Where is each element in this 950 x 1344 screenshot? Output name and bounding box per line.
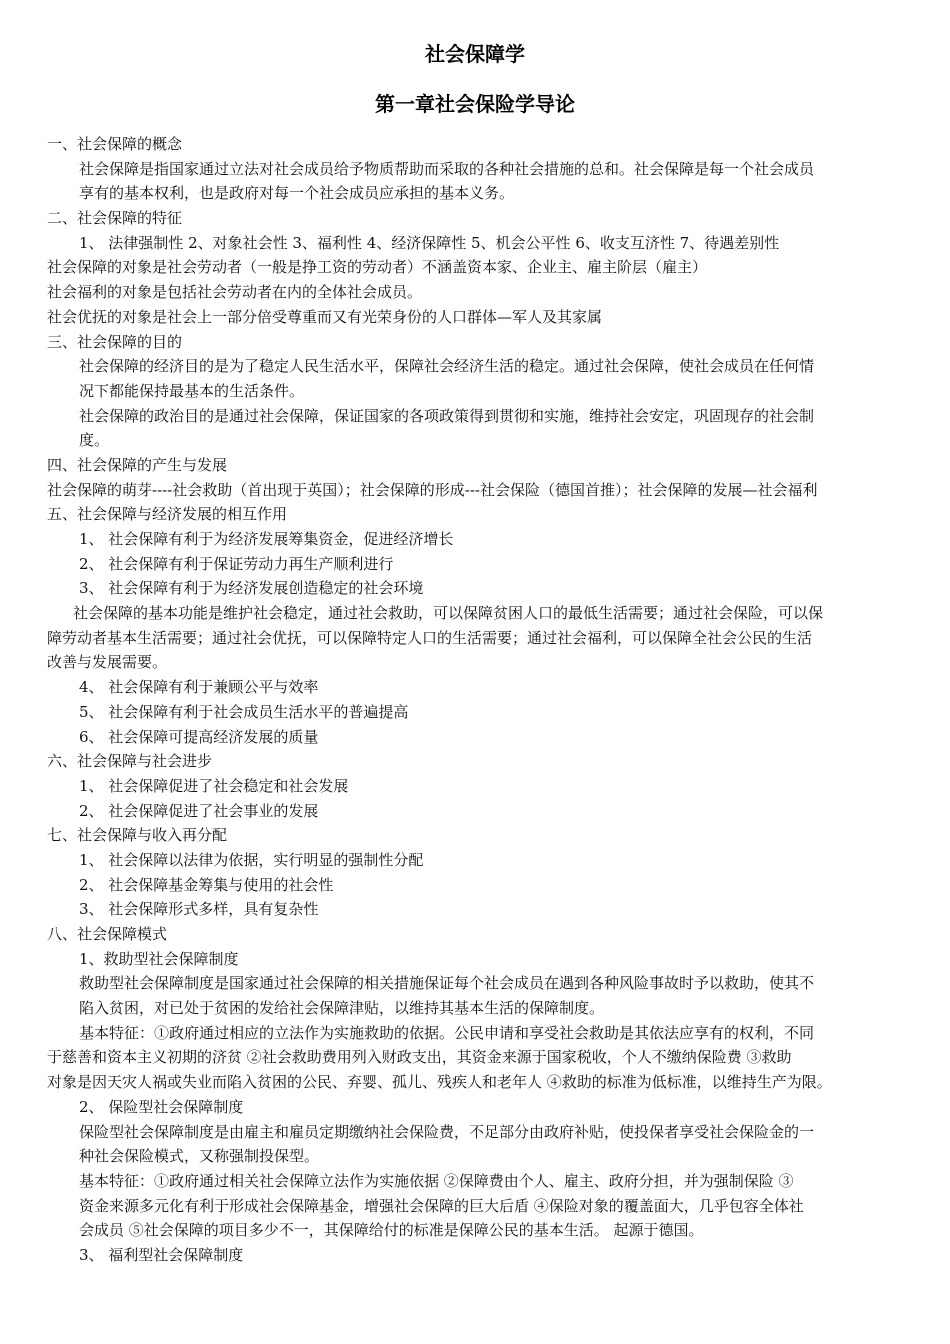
text-line: 一、社会保障的概念 <box>47 135 183 153</box>
text-line: 社会优抚的对象是社会上一部分倍受尊重而又有光荣身份的人口群体—军人及其家属 <box>47 307 603 326</box>
text-line: 况下都能保持最基本的生活条件。 <box>79 381 305 400</box>
text-line: 障劳动者基本生活需要；通过社会优抚，可以保障特定人口的生活需要；通过社会福利，可以保障全社会公民的生活 <box>47 628 813 647</box>
text-line: 1、救助型社会保障制度 <box>79 949 239 968</box>
text-line: 社会保障的经济目的是为了稳定人民生活水平，保障社会经济生活的稳定。通过社会保障，使社会成员在任何情 <box>79 357 815 376</box>
text-line: 二、社会保障的特征 <box>47 209 183 228</box>
text-line: 保险型社会保障制度是由雇主和雇员定期缴纳社会保险费，不足部分由政府补贴，使投保者享受社会保险金的一 <box>79 1122 815 1141</box>
text-line: 1、 社会保障以法律为依据，实行明显的强制性分配 <box>79 850 424 869</box>
text-line: 六、社会保障与社会进步 <box>47 752 213 771</box>
text-line: 种社会保险模式，又称强制投保型。 <box>79 1147 320 1166</box>
text-line: 基本特征：①政府通过相应的立法作为实施救助的依据。公民申请和享受社会救助是其依法应享有的权利，不同 <box>79 1023 815 1042</box>
text-line: 社会保障的政治目的是通过社会保障，保证国家的各项政策得到贯彻和实施，维持社会安定，巩固现存的社会制 <box>79 406 815 425</box>
text-line: 会成员 ⑤社会保障的项目多少不一，其保障给付的标准是保障公民的基本生活。 起源于德国。 <box>79 1221 704 1240</box>
document-body <box>47 132 907 1268</box>
text-line: 3、 社会保障形式多样，具有复杂性 <box>79 900 319 919</box>
text-line: 1、 社会保障有利于为经济发展筹集资金，促进经济增长 <box>79 530 454 548</box>
text-line: 2、 保险型社会保障制度 <box>79 1097 244 1116</box>
text-line: 3、 社会保障有利于为经济发展创造稳定的社会环境 <box>79 579 424 598</box>
text-line: 社会福利的对象是包括社会劳动者在内的全体社会成员。 <box>47 283 423 302</box>
text-line: 6、 社会保障可提高经济发展的质量 <box>79 727 319 746</box>
text-line: 四、社会保障的产生与发展 <box>47 455 228 474</box>
text-line: 1、 社会保障促进了社会稳定和社会发展 <box>79 776 349 795</box>
text-line: 3、 福利型社会保障制度 <box>79 1245 244 1264</box>
text-line: 八、社会保障模式 <box>47 925 168 943</box>
text-line: 社会保障的萌芽----社会救助（首出现于英国）；社会保障的形成---社会保险（德国首推）；社会保障的发展—社会福利 <box>47 480 818 499</box>
chapter-title: 第一章社会保险学导论 <box>375 92 575 116</box>
text-line: 社会保障是指国家通过立法对社会成员给予物质帮助而采取的各种社会措施的总和。社会保障是每一个社会成员 <box>79 159 815 178</box>
text-line: 4、 社会保障有利于兼顾公平与效率 <box>79 678 319 697</box>
text-line: 三、社会保障的目的 <box>47 332 183 351</box>
text-line: 于慈善和资本主义初期的济贫 ②社会救助费用列入财政支出，其资金来源于国家税收，个人不缴纳保险费 ③救助 <box>47 1048 792 1067</box>
text-line: 改善与发展需要。 <box>47 653 168 672</box>
text-line: 社会保障的对象是社会劳动者（一般是挣工资的劳动者）不涵盖资本家、企业主、雇主阶层（雇主） <box>47 258 708 277</box>
text-line: 七、社会保障与收入再分配 <box>47 826 228 845</box>
text-line: 度。 <box>79 431 110 450</box>
text-line: 2、 社会保障基金筹集与使用的社会性 <box>79 875 334 894</box>
text-line: 陷入贫困，对已处于贫困的发给社会保障津贴，以维持其基本生活的保障制度。 <box>79 999 605 1018</box>
text-line: 对象是因天灾人祸或失业而陷入贫困的公民、弃婴、孤儿、残疾人和老年人 ④救助的标准为低标准，以维持生产为限。 <box>47 1073 832 1092</box>
text-line: 救助型社会保障制度是国家通过社会保障的相关措施保证每个社会成员在遇到各种风险事故时予以救助，使其不 <box>79 974 815 993</box>
text-line: 基本特征：①政府通过相关社会保障立法作为实施依据 ②保障费由个人、雇主、政府分担，并为强制保险 ③ <box>79 1171 794 1190</box>
text-line: 2、 社会保障促进了社会事业的发展 <box>79 801 319 820</box>
text-line: 五、社会保障与经济发展的相互作用 <box>47 505 288 524</box>
document-title: 社会保障学 <box>425 42 525 66</box>
text-line: 社会保障的基本功能是维护社会稳定，通过社会救助，可以保障贫困人口的最低生活需要；通过社会保险，可以保 <box>73 604 824 623</box>
text-line: 资金来源多元化有利于形成社会保障基金，增强社会保障的巨大后盾 ④保险对象的覆盖面大，几乎包容全体社 <box>79 1196 804 1215</box>
text-line: 5、 社会保障有利于社会成员生活水平的普遍提高 <box>79 702 409 721</box>
text-line: 享有的基本权利，也是政府对每一个社会成员应承担的基本义务。 <box>79 184 515 203</box>
text-line: 1、 法律强制性 2、对象社会性 3、福利性 4、经济保障性 5、机会公平性 6、收支互济性 7、待遇差别性 <box>79 233 780 252</box>
text-line: 2、 社会保障有利于保证劳动力再生产顺利进行 <box>79 554 394 573</box>
